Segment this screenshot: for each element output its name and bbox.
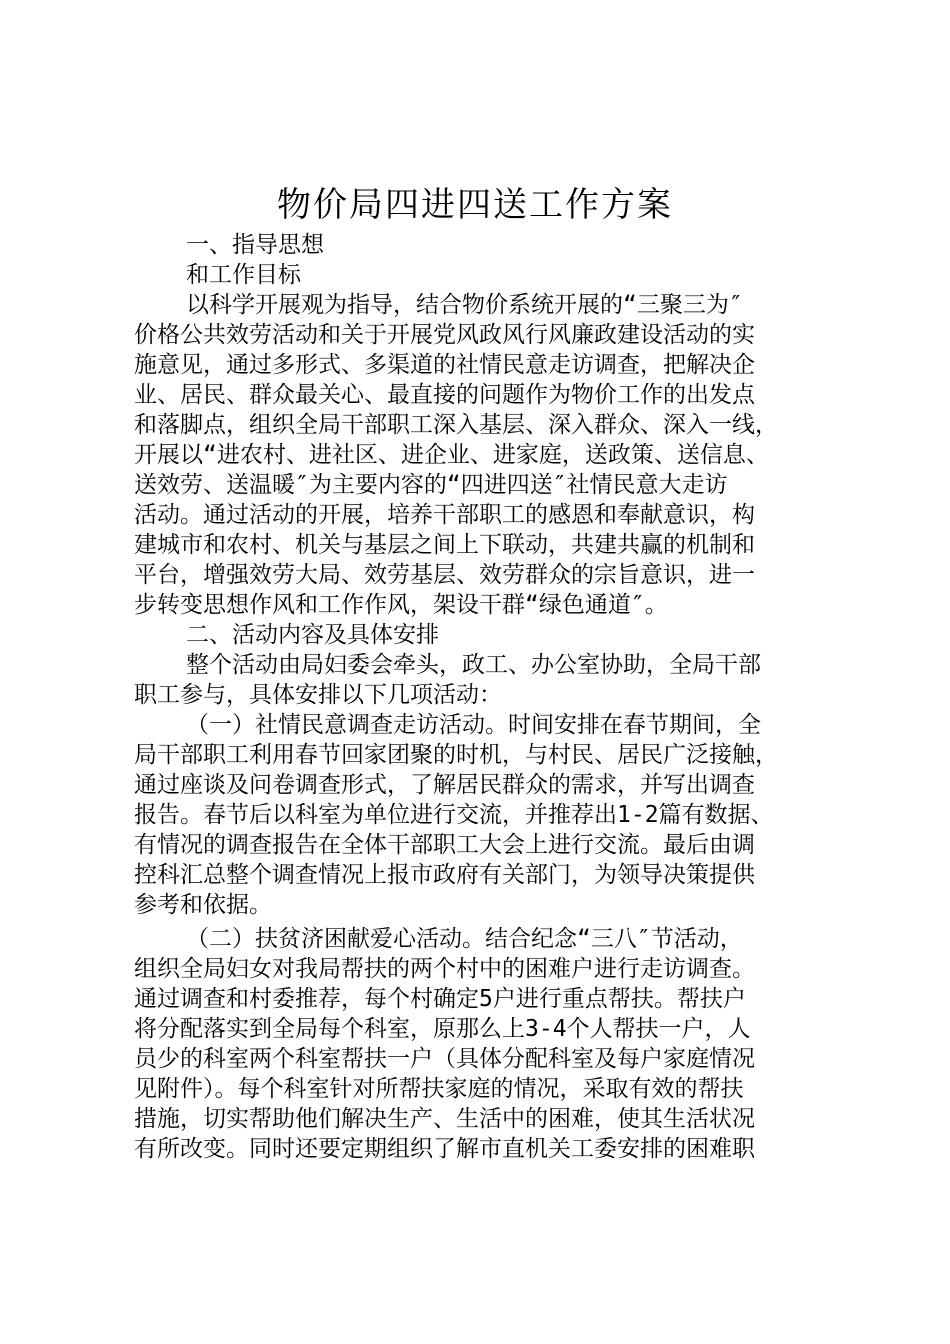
paragraph-line: 报告。春节后以科室为单位进行交流，并推荐出1-2篇有数据、 <box>134 802 774 828</box>
section-heading: 二、活动内容及具体安排 <box>186 622 439 648</box>
paragraph-line: 组织全局妇女对我局帮扶的两个村中的困难户进行走访调查。 <box>134 956 755 982</box>
paragraph-line: 局干部职工利用春节回家团聚的时机，与村民、居民广泛接触， <box>134 742 778 768</box>
subsection-line: （一）社情民意调查走访活动。时间安排在春节期间，全 <box>186 712 761 738</box>
paragraph-line: 开展以“进农村、进社区、进企业、进家庭，送政策、送信息、 <box>134 442 769 468</box>
paragraph-line: 控科汇总整个调查情况上报市政府有关部门，为领导决策提供 <box>134 862 755 888</box>
paragraph-line: 和落脚点，组织全局干部职工深入基层、深入群众、深入一线， <box>134 412 778 438</box>
paragraph-line: 以科学开展观为指导，结合物价系统开展的“三聚三为″ <box>186 292 743 318</box>
paragraph-line: 整个活动由局妇委会牵头，政工、办公室协助，全局干部 <box>186 652 761 678</box>
paragraph-line: 通过调查和村委推荐，每个村确定5户进行重点帮扶。帮扶户 <box>134 986 746 1012</box>
paragraph-line: 步转变思想作风和工作作风，架设干群“绿色通道″。 <box>134 592 668 618</box>
paragraph-line: 有所改变。同时还要定期组织了解市直机关工委安排的困难职 <box>134 1136 755 1162</box>
document-title: 物价局四进四送工作方案 <box>277 185 673 225</box>
paragraph-line: 措施，切实帮助他们解决生产、生活中的困难，使其生活状况 <box>134 1106 755 1132</box>
section-heading-continuation: 和工作目标 <box>186 262 301 288</box>
document-body <box>134 230 824 1164</box>
paragraph-line: 职工参与，具体安排以下几项活动： <box>134 682 502 708</box>
paragraph-line: 施意见，通过多形式、多渠道的社情民意走访调查，把解决企 <box>134 352 755 378</box>
paragraph-line: 见附件）。每个科室针对所帮扶家庭的情况，采取有效的帮扶 <box>134 1076 744 1102</box>
paragraph-line: 业、居民、群众最关心、最直接的问题作为物价工作的出发点 <box>134 382 755 408</box>
paragraph-line: 平台，增强效劳大局、效劳基层、效劳群众的宗旨意识，进一 <box>134 562 755 588</box>
paragraph-line: 有情况的调查报告在全体干部职工大会上进行交流。最后由调 <box>134 832 755 858</box>
paragraph-line: 通过座谈及问卷调查形式，了解居民群众的需求，并写出调查 <box>134 772 755 798</box>
paragraph-line: 员少的科室两个科室帮扶一户（具体分配科室及每户家庭情况 <box>134 1046 755 1072</box>
paragraph-line: 将分配落实到全局每个科室，原那么上3-4个人帮扶一户，人 <box>134 1016 751 1042</box>
paragraph-line: 建城市和农村、机关与基层之间上下联动，共建共赢的机制和 <box>134 532 755 558</box>
paragraph-line: 送效劳、送温暖″为主要内容的“四进四送″社情民意大走访 <box>134 472 728 498</box>
subsection-line: （二）扶贫济困献爱心活动。结合纪念“三八″节活动， <box>186 926 743 952</box>
paragraph-line: 参考和依据。 <box>134 892 272 918</box>
paragraph-line: 活动。通过活动的开展，培养干部职工的感恩和奉献意识，构 <box>134 502 755 528</box>
paragraph-line: 价格公共效劳活动和关于开展党风政风行风廉政建设活动的实 <box>134 322 755 348</box>
section-heading: 一、指导思想 <box>186 232 324 258</box>
